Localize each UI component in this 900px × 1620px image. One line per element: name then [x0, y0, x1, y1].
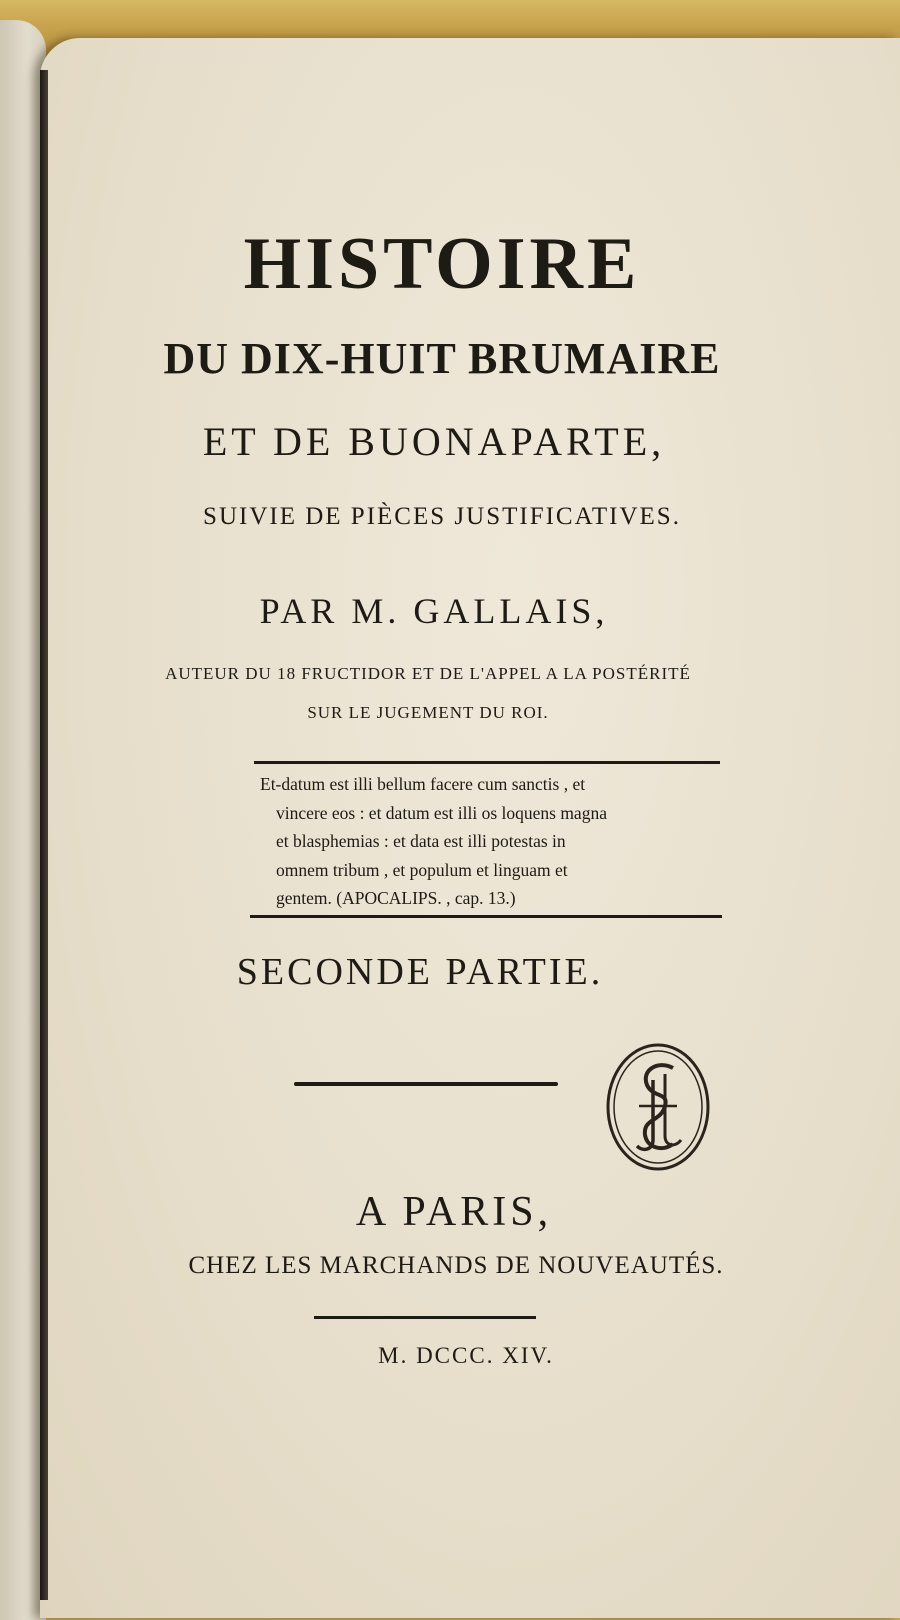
- epigraph-line: gentem. (APOCALIPS. , cap. 13.): [276, 888, 516, 908]
- part-heading: SECONDE PARTIE.: [236, 951, 604, 993]
- epigraph-line: omnem tribum , et populum et linguam et: [276, 859, 568, 880]
- subtitle-line-3: SUIVIE DE PIÈCES JUSTIFICATIVES.: [203, 503, 681, 530]
- subtitle-line-2: ET DE BUONAPARTE,: [202, 419, 666, 464]
- epigraph-top-rule: [254, 761, 720, 764]
- book-title: HISTOIRE: [243, 223, 641, 305]
- imprint-publisher: CHEZ LES MARCHANDS DE NOUVEAUTÉS.: [188, 1252, 724, 1279]
- imprint-rule: [314, 1316, 536, 1319]
- imprint-date: M. DCCC. XIV.: [378, 1343, 554, 1368]
- epigraph-line: et blasphemias : et data est illi potestas in: [276, 831, 566, 851]
- ornamental-rule: [294, 1082, 558, 1086]
- subtitle-line-1: DU DIX-HUIT BRUMAIRE: [163, 334, 721, 383]
- author-note-line-2: SUR LE JUGEMENT DU ROI.: [307, 703, 549, 722]
- author-note-line-1: AUTEUR DU 18 FRUCTIDOR ET DE L'APPEL A LA POSTÉRITÉ: [165, 664, 691, 683]
- epigraph: [260, 770, 726, 913]
- epigraph-line: Et-datum est illi bellum facere cum sanctis , et: [260, 774, 586, 794]
- epigraph-line: vincere eos : et datum est illi os loquens magna: [276, 802, 607, 823]
- author-line: PAR M. GALLAIS,: [259, 591, 609, 631]
- monogram-stamp-icon: [603, 1040, 713, 1174]
- imprint-place: A PARIS,: [355, 1189, 553, 1235]
- epigraph-bottom-rule: [250, 915, 722, 918]
